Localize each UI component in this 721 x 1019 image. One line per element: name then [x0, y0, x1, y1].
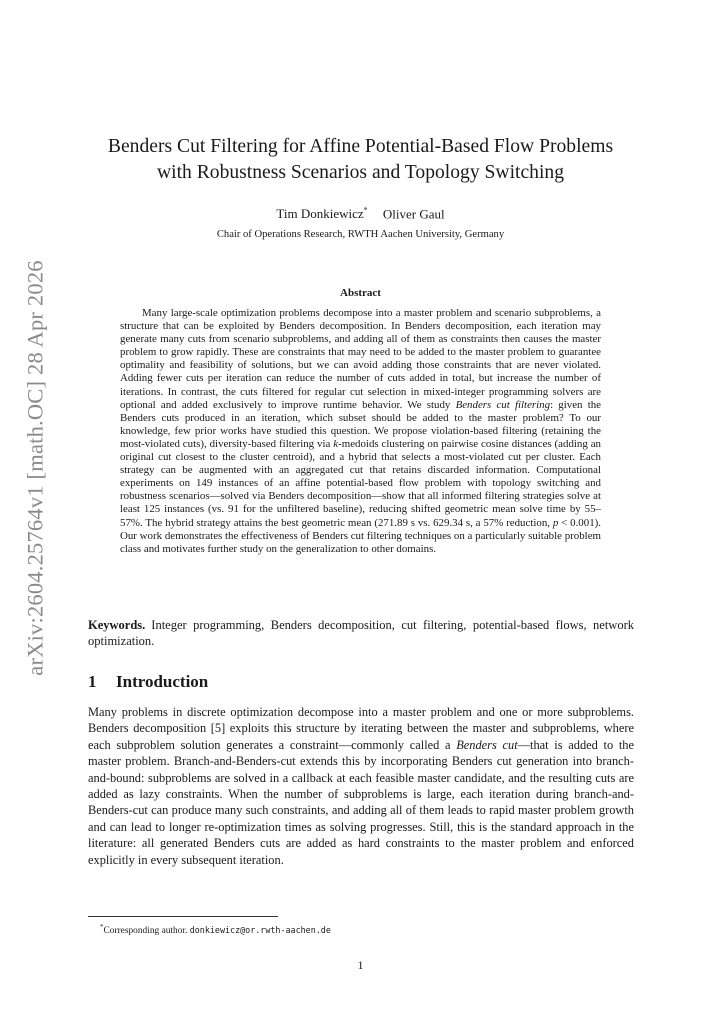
- author-1: [276, 206, 367, 221]
- abstract-text-2: : given the Benders cuts produced in an iteration, which subset should be added to the master problem? To our knowledge, few prior works have studied this question. We propose violation-based filtering (retaining the most-violated cuts), diversity-based filtering via: [120, 398, 601, 450]
- intro-emphasis: Benders cut: [456, 737, 518, 752]
- footnote-email[interactable]: donkiewicz@or.rwth-aachen.de: [189, 925, 331, 936]
- section-number: 1: [88, 672, 97, 691]
- keywords-text: Integer programming, Benders decomposition, cut filtering, potential-based flows, network optimization.: [88, 618, 634, 648]
- author-list: [80, 203, 641, 222]
- intro-text-2: —that is added to the master problem. Branch-and-Benders-cut extends this by incorporating Benders cut generation into branch-and-bound: subproblems are solved in a callback at each feasible master candidate, and the resulting cuts are added as lazy constraints. When the number of subproblems is large, each iteration during branch-and-Benders-cut can produce many such constraints, and adding all of them leads to rapid master problem growth and can lead to longer re-optimization times as solving progresses. Still, this is the standard approach in the literature: all generated Benders cuts are added as hard constraints to the master problem and enforced explicitly in every subsequent iteration.: [88, 737, 634, 867]
- abstract-text-1: Many large-scale optimization problems decompose into a master problem and scenario subproblems, a structure that can be exploited by Benders decomposition. In Benders decomposition, each iteration may generate many cuts from scenario subproblems, and adding all of them as constraints then causes the master problem to grow rapidly. These are constraints that may need to be added to the master problem to guarantee optimality and feasibility of solutions, but we can avoid adding those constraints that are never violated. Adding fewer cuts per iteration can reduce the number of cuts added in total, but increase the number of iterations. In contrast, the cuts filtered for regular cut selection in mixed-integer programming solvers are optional and added exclusively to improve runtime behavior. We study: [120, 307, 601, 411]
- abstract-emphasis-2: k: [333, 437, 339, 450]
- footnote-rule: [88, 916, 278, 917]
- intro-text-1: Many problems in discrete optimization decompose into a master problem and one or more subproblems. Benders decomposition [5] exploits this structure by iterating between the master and subproblems, where each subproblem solution generates a constraint—commonly called a: [88, 705, 634, 752]
- author-1-name: Tim Donkiewicz: [276, 206, 364, 222]
- footnote: [100, 921, 331, 937]
- title-line-1: Benders Cut Filtering for Affine Potential-Based Flow Problems: [107, 136, 614, 157]
- corresponding-author-mark: *: [363, 206, 368, 215]
- abstract-emphasis-1: Benders cut filtering: [455, 398, 551, 411]
- footnote-text: Corresponding author.: [103, 926, 190, 937]
- section-title: Introduction: [116, 672, 209, 691]
- paper-title: [80, 134, 641, 186]
- introduction-paragraph: [88, 704, 634, 868]
- abstract-text-4: < 0.001). Our work demonstrates the effectiveness of Benders cut filtering techniques on a particularly suitable problem class and motivates further study on the generalization to other domains.: [120, 516, 601, 555]
- footnote-mark: *: [100, 923, 104, 931]
- affiliation: Chair of Operations Research, RWTH Aachen University, Germany: [216, 229, 505, 240]
- abstract-text-3: -medoids clustering on pairwise cosine distances (adding an original cut closest to the cluster centroid), and a hybrid that selects a most-violated cut per cluster. Each strategy can be augmented with an aggregated cut that retains discarded information. Computational experiments on 149 instances of an affine potential-based flow problem with topology switching and robustness scenarios—solved via Benders decomposition—show that all informed filtering strategies solve at least 125 instances (vs. 91 for the unfiltered baseline), reducing shifted geometric mean solve time by 55–57%. The hybrid strategy attains the best geometric mean (271.89 s vs. 629.34 s, a 57% reduction,: [120, 437, 601, 529]
- page-number: 1: [357, 958, 364, 972]
- title-line-2: with Robustness Scenarios and Topology Switching: [156, 162, 564, 183]
- abstract-heading: Abstract: [340, 287, 381, 299]
- arxiv-identifier-stamp: [16, 258, 56, 678]
- abstract-emphasis-3: p: [552, 516, 559, 529]
- section-heading-introduction: [88, 672, 208, 692]
- abstract-body: [120, 307, 601, 556]
- keywords-label: Keywords.: [88, 618, 146, 632]
- author-2: Oliver Gaul: [382, 206, 445, 222]
- arxiv-identifier-text: arXiv:2604.25764v1 [math.OC] 28 Apr 2026: [23, 260, 48, 676]
- keywords-paragraph: [88, 617, 634, 649]
